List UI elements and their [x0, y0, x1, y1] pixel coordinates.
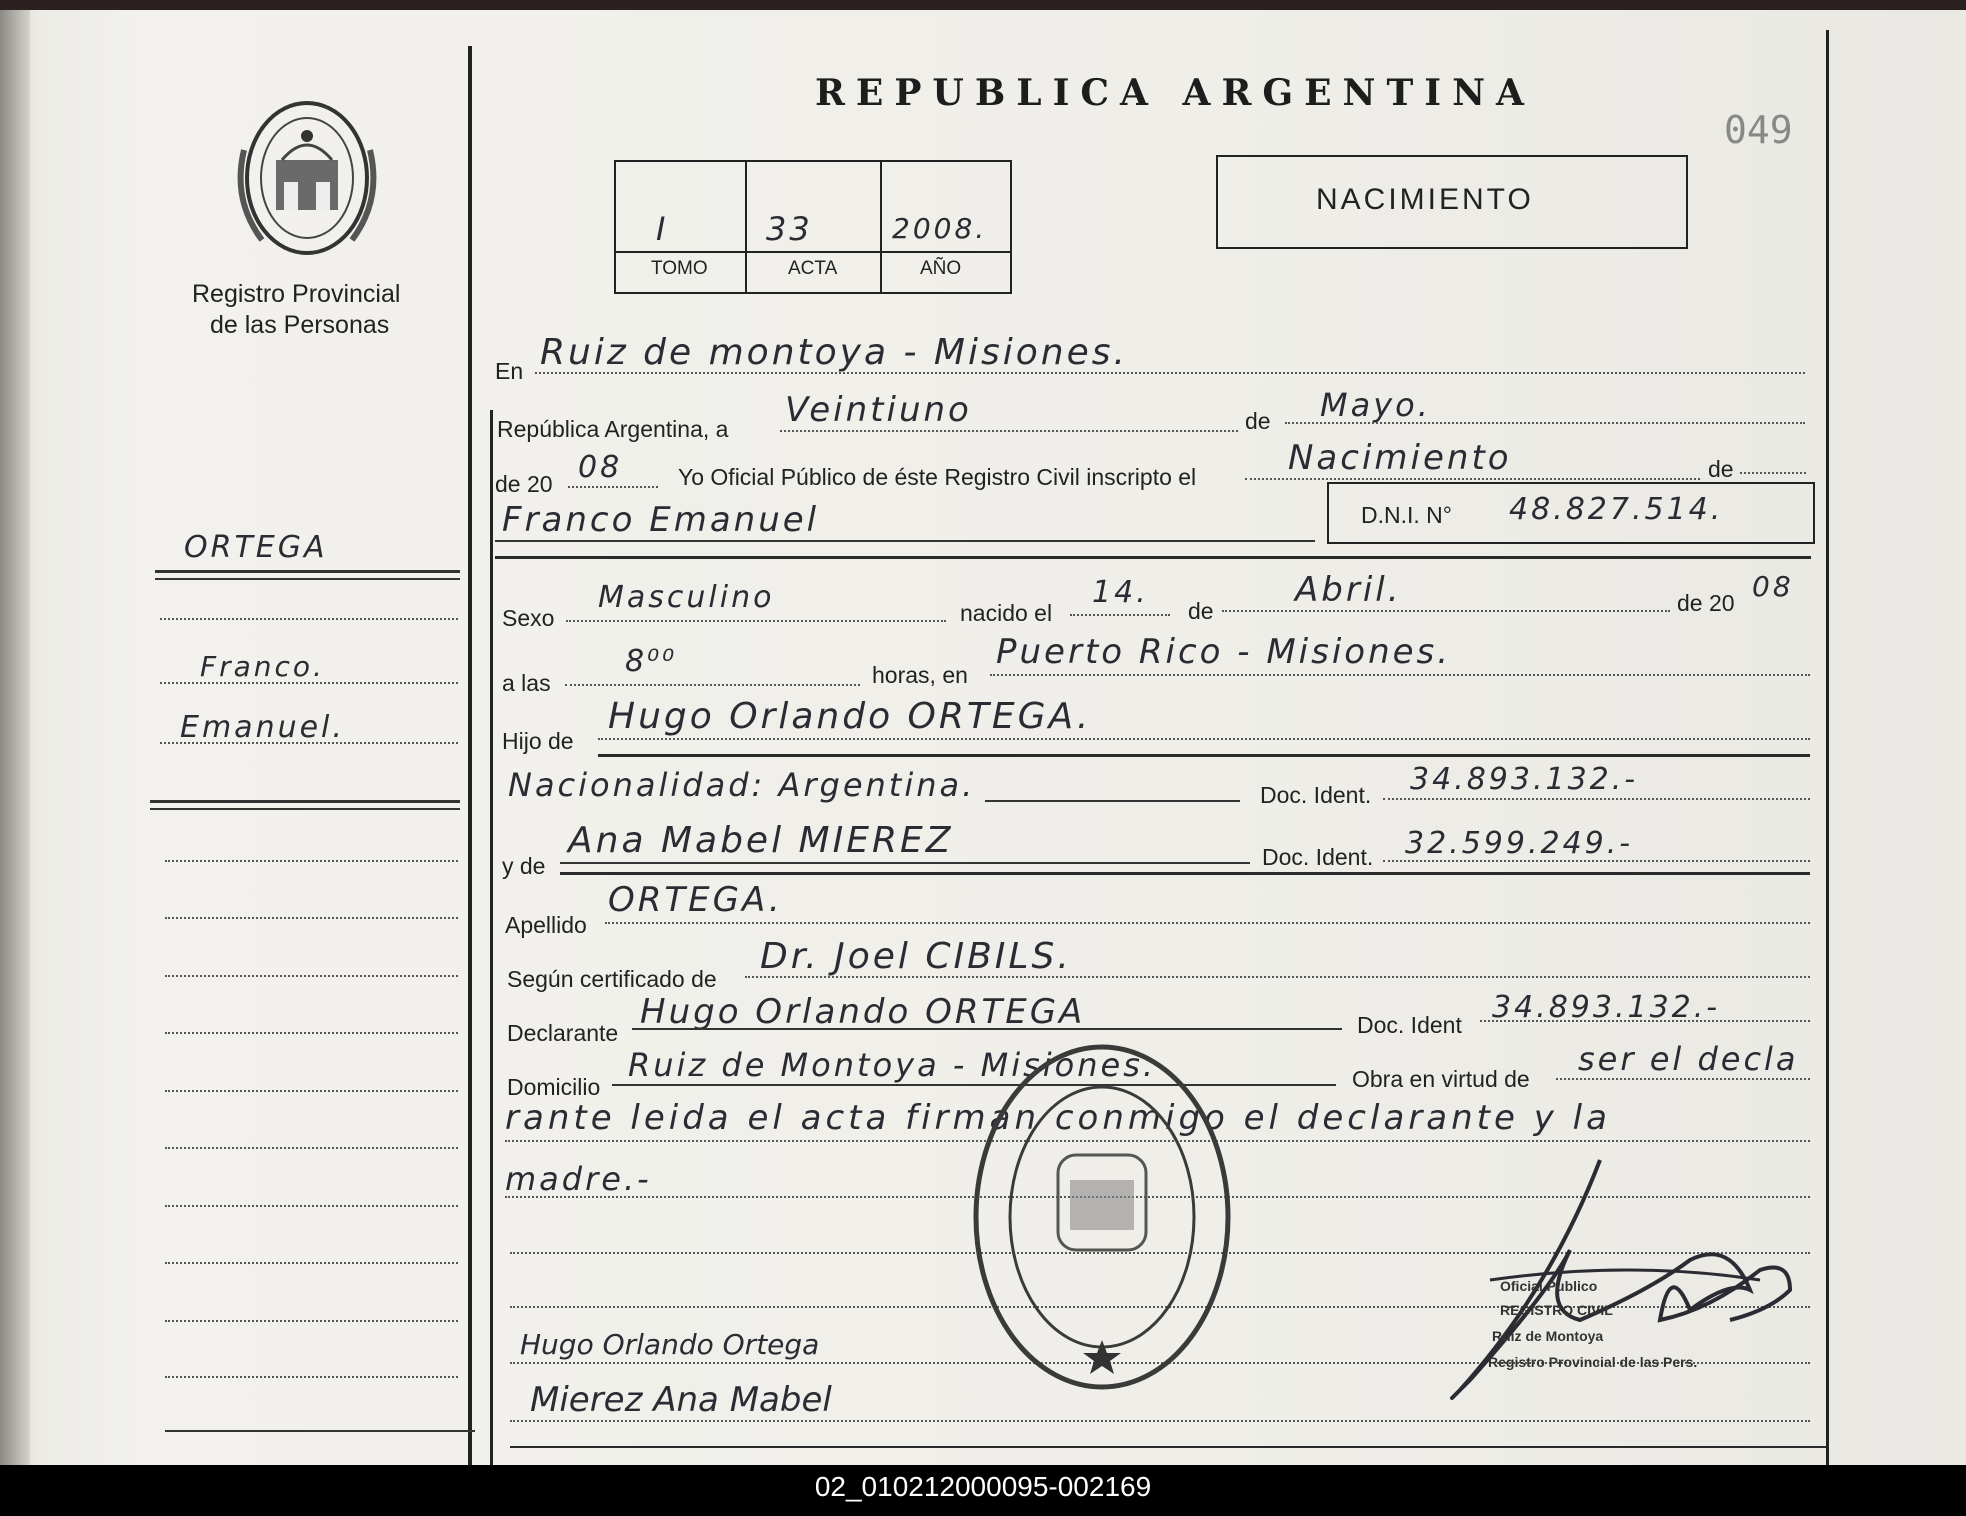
- a-las-label: a las: [502, 670, 551, 696]
- footer-code: 02_010212000095-002169: [0, 1465, 1966, 1516]
- hour-line: [565, 684, 860, 686]
- margin-surname: ORTEGA: [184, 530, 328, 565]
- inscribed-value: Nacimiento: [1288, 438, 1512, 478]
- official-stamp-line-3: Ruiz de Montoya: [1492, 1328, 1604, 1344]
- surname-line: [605, 922, 1810, 924]
- margin-rule: [468, 46, 472, 1465]
- declarant-value: Hugo Orlando ORTEGA: [640, 992, 1086, 1032]
- mother-value: Ana Mabel MIEREZ: [568, 820, 954, 861]
- father-signature: Hugo Orlando Ortega: [520, 1328, 820, 1361]
- father-doc-value: 34.893.132.-: [1410, 762, 1639, 797]
- dni-label: D.N.I. N°: [1361, 502, 1452, 528]
- certificate-value: Dr. Joel CIBILS.: [760, 936, 1072, 977]
- official-signature-icon: [1430, 1140, 1810, 1420]
- record-type-box: [1216, 155, 1688, 249]
- mother-doc-value: 32.599.249.-: [1405, 826, 1634, 861]
- father-doc-line: [1383, 798, 1810, 800]
- margin-dotted-line: [165, 1376, 458, 1378]
- y-de-label: y de: [502, 853, 546, 879]
- doc-ident-label: Doc. Ident.: [1260, 782, 1372, 808]
- mother-line: [560, 862, 1250, 864]
- registry-name-line1: Registro Provincial: [192, 280, 401, 308]
- day-line: [780, 430, 1238, 432]
- apellido-label: Apellido: [505, 912, 587, 938]
- form-left-rule: [490, 410, 493, 1465]
- month-value: Mayo.: [1320, 386, 1431, 424]
- margin-dotted-line: [165, 1032, 458, 1034]
- doc-ident-label-2: Doc. Ident.: [1262, 844, 1374, 870]
- birth-month-value: Abril.: [1295, 570, 1402, 610]
- father-value: Hugo Orlando ORTEGA.: [608, 696, 1092, 737]
- mother-doc-line: [1383, 860, 1810, 862]
- reason-line-2: rante leida el acta firman conmigo el declarante y la: [505, 1098, 1611, 1138]
- names-line: [495, 540, 1315, 542]
- margin-rule: [150, 800, 460, 803]
- registry-name-line2: de las Personas: [210, 311, 390, 339]
- birth-day-value: 14.: [1092, 575, 1149, 610]
- sex-value: Masculino: [598, 580, 775, 615]
- reason-line: [1556, 1078, 1810, 1080]
- official-stamp-line-2: REGISTRO CIVIL: [1500, 1302, 1613, 1318]
- reason-start-value: ser el decla: [1578, 1040, 1799, 1078]
- country-title: REPUBLICA ARGENTINA: [815, 72, 1535, 114]
- certificate-line: [745, 976, 1810, 978]
- de20-label: de 20: [495, 471, 553, 497]
- sexo-label: Sexo: [502, 605, 555, 631]
- declarant-doc-line: [1480, 1020, 1810, 1022]
- tomo-header: TOMO: [651, 258, 708, 279]
- en-label: En: [495, 358, 524, 384]
- surname-value: ORTEGA.: [608, 880, 783, 920]
- domicile-value: Ruiz de Montoya - Misiones.: [628, 1046, 1157, 1084]
- nationality-line: [985, 800, 1240, 802]
- margin-given-name-2: Emanuel.: [180, 710, 345, 745]
- province-seal-icon: [232, 90, 382, 265]
- day-words-value: Veintiuno: [785, 390, 972, 430]
- dni-value: 48.827.514.: [1509, 492, 1724, 527]
- de2008-label: de 20: [1677, 590, 1735, 616]
- margin-dotted-line: [165, 1320, 458, 1322]
- de-label-2: de: [1708, 456, 1734, 482]
- birth-place-value: Puerto Rico - Misiones.: [996, 632, 1452, 672]
- de-label: de: [1245, 408, 1271, 434]
- margin-dotted-line: [160, 742, 458, 744]
- obra-label: Obra en virtud de: [1352, 1066, 1530, 1092]
- acta-value: 33: [766, 210, 813, 248]
- margin-rule: [150, 808, 460, 810]
- reason-line-3: madre.-: [505, 1160, 652, 1198]
- bottom-rule: [510, 1446, 1826, 1448]
- inscribed-line: [1245, 478, 1700, 480]
- domicilio-label: Domicilio: [507, 1074, 601, 1100]
- year-value: 08: [578, 450, 623, 485]
- father-line: [598, 738, 1810, 740]
- month-line: [1285, 422, 1805, 424]
- dni-box: [1327, 482, 1815, 544]
- mother-signature: Mierez Ana Mabel: [530, 1380, 832, 1420]
- yo-oficial-label: Yo Oficial Público de éste Registro Civil inscripto el: [678, 464, 1197, 490]
- margin-dotted-line: [165, 917, 458, 919]
- mother-rule: [560, 872, 1810, 875]
- registry-stamp-icon: [970, 1040, 1235, 1395]
- year-line: [568, 486, 658, 488]
- horas-en-label: horas, en: [872, 662, 968, 688]
- father-nationality: Nacionalidad: Argentina.: [508, 766, 976, 804]
- page-number: 049: [1724, 108, 1793, 152]
- margin-dotted-line: [165, 975, 458, 977]
- declarant-line: [632, 1028, 1342, 1030]
- binding-shadow: [0, 10, 30, 1465]
- official-stamp-line-1: Oficial Publico: [1500, 1278, 1598, 1294]
- birth-certificate-page: [0, 10, 1966, 1465]
- blank-line: [510, 1420, 1810, 1422]
- ano-header: AÑO: [920, 258, 962, 279]
- birth-place-line: [990, 674, 1810, 676]
- republica-label: República Argentina, a: [497, 416, 729, 442]
- given-names-value: Franco Emanuel: [502, 500, 820, 540]
- margin-rule: [165, 1430, 475, 1432]
- father-rule: [598, 754, 1810, 757]
- margin-dotted-line: [160, 618, 458, 620]
- declarante-label: Declarante: [507, 1020, 619, 1046]
- birth-day-line: [1070, 614, 1170, 616]
- place-line: [535, 372, 1805, 374]
- margin-dotted-line: [165, 1262, 458, 1264]
- ano-value: 2008.: [892, 212, 988, 245]
- acta-header: ACTA: [788, 258, 838, 279]
- tomo-value: I: [656, 210, 669, 248]
- segun-label: Según certificado de: [507, 966, 717, 992]
- de-label-3: de: [1188, 598, 1214, 624]
- margin-dotted-line: [165, 1090, 458, 1092]
- record-type: NACIMIENTO: [1316, 183, 1534, 216]
- de-line: [1740, 472, 1806, 474]
- section-rule: [495, 556, 1811, 559]
- place-value: Ruiz de montoya - Misiones.: [540, 332, 1128, 373]
- record-box: [614, 160, 1012, 294]
- margin-dotted-line: [165, 1205, 458, 1207]
- birth-month-line: [1222, 610, 1670, 612]
- margin-rule: [155, 578, 460, 580]
- declarant-doc-value: 34.893.132.-: [1492, 990, 1721, 1025]
- margin-rule: [155, 570, 460, 573]
- form-right-rule: [1826, 30, 1829, 1465]
- birth-year-value: 08: [1752, 570, 1794, 603]
- margin-dotted-line: [165, 1147, 458, 1149]
- hour-value: 8⁰⁰: [625, 644, 678, 679]
- official-stamp-line-4: Registro Provincial de las Pers.: [1488, 1354, 1698, 1370]
- margin-dotted-line: [160, 682, 458, 684]
- doc-ident-short-label: Doc. Ident: [1357, 1012, 1462, 1038]
- nacido-el-label: nacido el: [960, 600, 1053, 626]
- hijo-de-label: Hijo de: [502, 728, 574, 754]
- sex-line: [566, 620, 946, 622]
- margin-given-name-1: Franco.: [200, 650, 325, 683]
- margin-dotted-line: [165, 860, 458, 862]
